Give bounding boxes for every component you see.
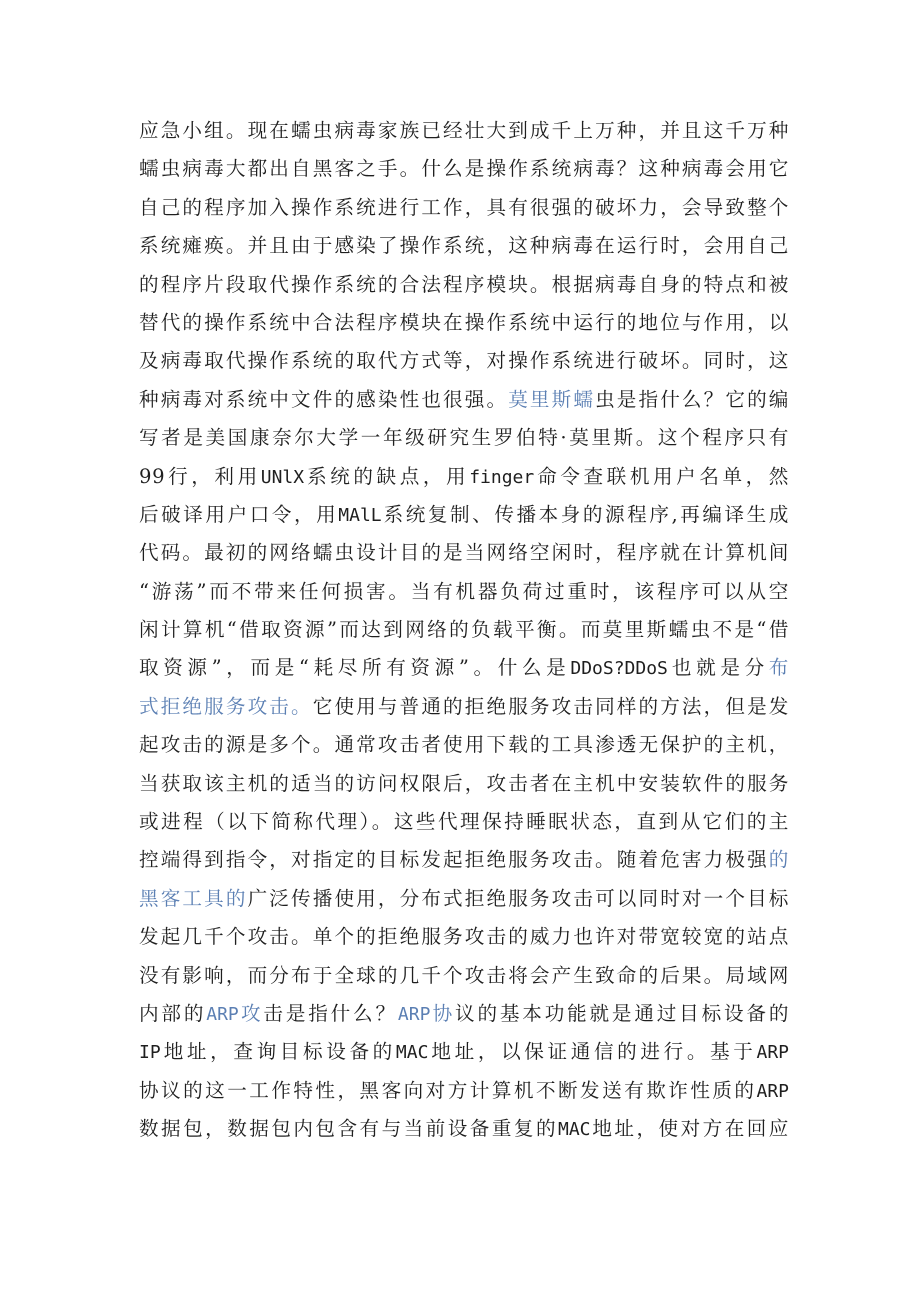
- text-segment: 协议的这一工作特性，黑客向对方计算机不断发送有欺诈性质的: [139, 1078, 757, 1102]
- text-line: [139, 688, 789, 726]
- text-segment: 没有影响，而分布于全球的几千个攻击将会产生致命的后果。局域网: [139, 963, 789, 987]
- text-line: [139, 112, 789, 150]
- hyperlink-text[interactable]: 黑客工具的: [139, 886, 248, 910]
- hyperlink-text[interactable]: ARP: [206, 1003, 239, 1025]
- text-line: [139, 880, 789, 918]
- text-segment: 命令查联机用户名单，然: [534, 464, 789, 488]
- text-segment: MAC: [558, 1119, 591, 1141]
- text-segment: 当获取该主机的适当的访问权限后，攻击者在主机中安装软件的服务: [139, 771, 789, 795]
- text-line: [139, 765, 789, 803]
- text-segment: 行，利用: [165, 464, 261, 488]
- text-line: [139, 611, 789, 649]
- text-line: [139, 1072, 789, 1110]
- text-segment: 及病毒取代操作系统的取代方式等，对操作系统进行破坏。同时，这: [139, 349, 789, 373]
- text-line: [139, 726, 789, 764]
- text-segment: 广泛传播使用，分布式拒绝服务攻击可以同时对一个目标: [247, 886, 790, 910]
- text-line: [139, 342, 789, 380]
- text-line: [139, 496, 789, 534]
- text-segment: 取资源”，而是“耗尽所有资源”。什么是: [139, 656, 571, 680]
- hyperlink-text[interactable]: 攻: [238, 1001, 264, 1025]
- text-segment: 虫是指什么？它的编: [595, 387, 789, 411]
- text-segment: 数据包，数据包内包含有与当前设备重复的: [139, 1117, 558, 1141]
- text-segment: 击是指什么？: [263, 1001, 398, 1025]
- text-segment: ARP: [756, 1080, 789, 1102]
- text-segment: 控端得到指令，对指定的目标发起拒绝服务攻击。随着危害力极强: [139, 848, 769, 872]
- text-line: [139, 227, 789, 265]
- text-segment: MAC: [395, 1042, 429, 1064]
- text-segment: 起攻击的源是多个。通常攻击者使用下载的工具渗透无保护的主机，: [139, 733, 789, 757]
- text-segment: 地址，以保证通信的进行。基于: [428, 1040, 757, 1064]
- text-segment: 内部的: [139, 1001, 207, 1025]
- text-line: [139, 918, 789, 956]
- text-segment: MAlL: [338, 504, 382, 526]
- hyperlink-text[interactable]: 布: [768, 656, 789, 680]
- text-segment: DDoS?DDoS: [570, 658, 668, 680]
- text-line: [139, 1033, 789, 1071]
- text-segment: 后破译用户口令，用: [139, 502, 339, 526]
- text-line: [139, 995, 789, 1033]
- text-segment: 发起几千个攻击。单个的拒绝服务攻击的威力也许对带宽较宽的站点: [139, 925, 789, 949]
- text-segment: ARP: [756, 1042, 789, 1064]
- text-segment: 议的基本功能就是通过目标设备的: [455, 1001, 790, 1025]
- hyperlink-text[interactable]: ARP: [397, 1003, 431, 1025]
- text-segment: 也就是分: [667, 656, 769, 680]
- text-segment: “游荡”而不带来任何损害。当有机器负荷过重时，该程序可以从空: [139, 579, 789, 603]
- text-segment: 种病毒对系统中文件的感染性也很强。: [139, 387, 509, 411]
- text-segment: 替代的操作系统中合法程序模块在操作系统中运行的地位与作用，以: [139, 310, 789, 334]
- text-segment: 地址，使对方在回应: [590, 1117, 789, 1141]
- text-segment: 代码。最初的网络蠕虫设计目的是当网络空闲时，程序就在计算机间: [139, 541, 789, 565]
- text-line: [139, 649, 789, 687]
- text-segment: 的程序片段取代操作系统的合法程序模块。根据病毒自身的特点和被: [139, 272, 789, 296]
- text-line: [139, 957, 789, 995]
- hyperlink-text[interactable]: 的: [768, 848, 789, 872]
- text-line: [139, 534, 789, 572]
- text-segment: 系统的缺点，用: [304, 464, 470, 488]
- hyperlink-text[interactable]: 莫里斯蠕: [508, 387, 596, 411]
- hyperlink-text[interactable]: 式拒绝服务攻击。: [139, 694, 313, 718]
- text-line: [139, 266, 789, 304]
- text-segment: 应急小组。现在蠕虫病毒家族已经壮大到成千上万种，并且这千万种: [139, 119, 789, 142]
- text-line: [139, 381, 789, 419]
- text-segment: 写者是美国康奈尔大学一年级研究生罗伯特·莫里斯。这个程序只有: [139, 426, 789, 450]
- text-line: [139, 304, 789, 342]
- text-line: [139, 189, 789, 227]
- text-segment: 系统瘫痪。并且由于感染了操作系统，这种病毒在运行时，会用自己: [139, 234, 789, 258]
- text-line: [139, 419, 789, 457]
- text-line: [139, 841, 789, 879]
- text-segment: 或进程（以下简称代理）。这些代理保持睡眠状态，直到从它们的主: [139, 810, 789, 834]
- text-segment: IP: [139, 1042, 161, 1064]
- text-segment: UNlX: [260, 466, 305, 488]
- text-segment: 自己的程序加入操作系统进行工作，具有很强的破坏力，会导致整个: [139, 195, 789, 219]
- text-segment: 系统复制、传播本身的源程序,再编译生成: [381, 502, 789, 526]
- text-line: [139, 150, 789, 188]
- text-segment: 99: [139, 464, 166, 488]
- text-segment: 闲计算机“借取资源”而达到网络的负载平衡。而莫里斯蠕虫不是“借: [139, 618, 789, 642]
- text-segment: 它使用与普通的拒绝服务攻击同样的方法，但是发: [312, 694, 789, 718]
- hyperlink-text[interactable]: 协: [430, 1001, 456, 1025]
- text-segment: 蠕虫病毒大都出自黑客之手。什么是操作系统病毒？这种病毒会用它: [139, 157, 789, 181]
- text-segment: finger: [469, 466, 535, 488]
- text-segment: 地址，查询目标设备的: [160, 1040, 396, 1064]
- text-line: [139, 1110, 789, 1148]
- text-line: [139, 458, 789, 496]
- text-line: [139, 573, 789, 611]
- text-line: [139, 803, 789, 841]
- body-text: [139, 112, 789, 1149]
